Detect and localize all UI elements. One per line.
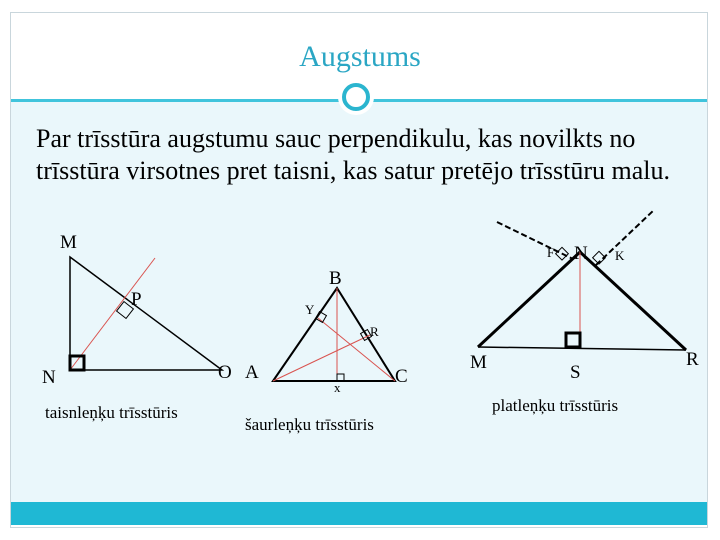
label-k: K <box>615 248 625 263</box>
label-m-right: M <box>60 232 77 253</box>
label-n-right: N <box>42 367 56 388</box>
caption-right-triangle: taisnleņķu trīsstūris <box>45 403 178 422</box>
right-triangle-altitude <box>70 258 155 370</box>
label-o: O <box>218 362 232 383</box>
acute-altitude-a <box>273 335 370 381</box>
slide-title: Augstums <box>299 40 421 73</box>
right-triangle-shape <box>70 257 222 370</box>
label-f: F <box>547 245 555 260</box>
obtuse-side-mr <box>478 347 686 350</box>
label-b: B <box>329 268 342 289</box>
label-r-acute: R <box>370 324 379 339</box>
label-s: S <box>570 362 581 383</box>
label-p: P <box>131 289 142 310</box>
label-y: Y <box>305 302 315 317</box>
caption-acute-triangle: šaurleņķu trīsstūris <box>245 415 374 434</box>
label-a: A <box>245 362 259 383</box>
label-x: x <box>334 380 341 395</box>
label-m-obtuse: M <box>470 352 487 373</box>
label-n-obtuse: N <box>574 243 588 264</box>
right-triangle <box>70 257 222 370</box>
acute-altitude-c <box>318 318 395 381</box>
obtuse-side-nr <box>580 252 686 350</box>
label-r-obtuse: R <box>686 349 699 370</box>
obtuse-triangle <box>478 210 686 350</box>
label-c: C <box>395 366 408 387</box>
caption-obtuse-triangle: platleņķu trīsstūris <box>492 396 619 415</box>
obtuse-ext-left <box>497 222 573 259</box>
foot-mark-s <box>566 333 580 347</box>
definition-text: Par trīsstūra augstumu sauc perpendikulu, kas novilkts no trīsstūra virsotnes pret taisni, kas satur pretējo trīsstūru malu. <box>36 124 670 185</box>
